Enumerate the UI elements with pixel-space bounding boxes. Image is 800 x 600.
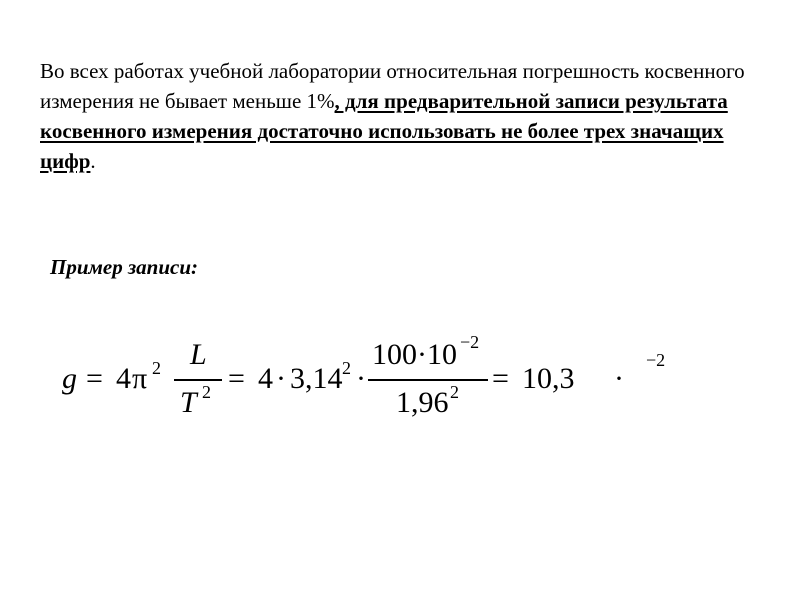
formula-denominator: 1,96 xyxy=(396,386,449,419)
formula-exp2a: 2 xyxy=(152,358,161,378)
formula-dot3: · xyxy=(614,362,624,395)
formula-numerator-exp: −2 xyxy=(460,332,480,352)
formula-exp2b: 2 xyxy=(202,382,211,402)
formula-eq3: = xyxy=(492,362,509,395)
formula-dot2: · xyxy=(356,362,366,395)
formula xyxy=(62,332,762,436)
formula-frac-line-2 xyxy=(368,379,488,381)
formula-result: 10,3 xyxy=(522,362,575,395)
formula-g: g xyxy=(62,362,77,395)
formula-eq1: = xyxy=(86,362,103,395)
formula-dot1: · xyxy=(276,362,286,395)
formula-numerator: 100·10 xyxy=(372,338,457,371)
formula-exp2c: 2 xyxy=(342,358,351,378)
formula-frac-line-1 xyxy=(174,379,222,381)
formula-L: L xyxy=(190,338,207,371)
paragraph-plain-text: Во всех работах учебной лаборатории относительная погрешность косвенного измерения не бывает меньше 1% xyxy=(40,59,745,113)
formula-T: T xyxy=(180,386,197,419)
formula-four1: 4 xyxy=(116,362,131,395)
formula-four2: 4 xyxy=(258,362,273,395)
main-paragraph xyxy=(40,56,770,176)
formula-pi-val: 3,14 xyxy=(290,362,343,395)
formula-pi: π xyxy=(132,362,148,395)
formula-eq2: = xyxy=(228,362,245,395)
formula-tail-exp: −2 xyxy=(646,350,666,370)
paragraph-end: . xyxy=(90,149,96,173)
paragraph-emphasis-text: , для предварительной записи результата косвенного измерения достаточно использовать не более трех значащих цифр xyxy=(40,89,728,173)
formula-denominator-exp: 2 xyxy=(450,382,459,402)
example-label: Пример записи: xyxy=(50,255,199,279)
